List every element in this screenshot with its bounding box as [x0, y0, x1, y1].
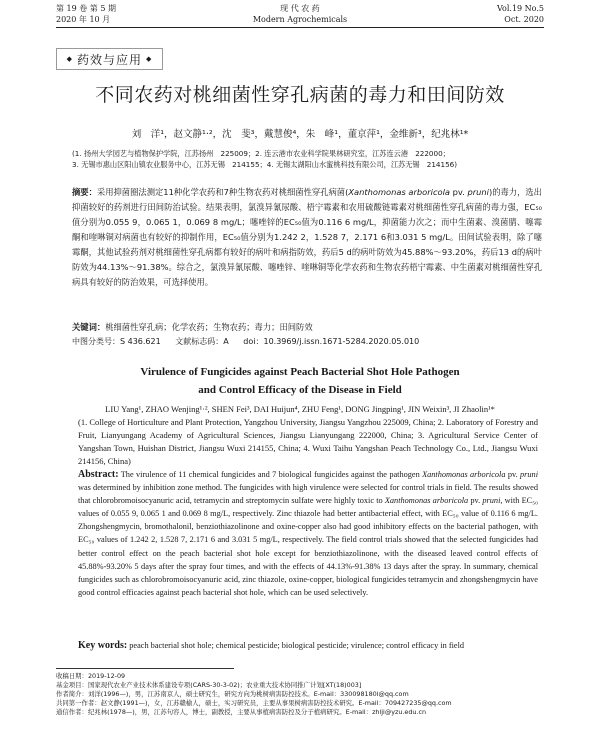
- classification-line: [72, 336, 542, 347]
- keywords-text-en: peach bacterial shot hole; chemical pesticide; biological pesticide; virulence; control efficacy in field: [127, 641, 465, 650]
- pathogen-name: Xanthomonas arboricola: [422, 470, 506, 479]
- affiliation-line: (1. 扬州大学园艺与植物保护学院，江苏扬州 225009；2. 连云港市农业科学院果林研究室，江苏连云港 222000；: [72, 149, 450, 158]
- title-cn: 不同农药对桃细菌性穿孔病菌的毒力和田间防效: [95, 84, 505, 106]
- date-cn: 2020 年 10 月: [56, 15, 111, 24]
- keywords-text-cn: 桃细菌性穿孔病；化学农药；生物农药；毒力；田间防效: [105, 322, 313, 332]
- date-en: Oct. 2020: [504, 15, 544, 24]
- journal-name-cn: 现 代 农 药: [280, 4, 320, 13]
- abstract-text: pv.: [505, 470, 521, 479]
- affiliation-line: 3. 无锡市惠山区阳山镇农业服务中心，江苏无锡 214155；4. 无锡太湖阳山水蜜桃科技有限公司，江苏无锡 214156): [72, 160, 458, 169]
- abstract-text: , with EC₅₀ values of 0.055 9, 0.065 1 and 0.069 8 mg/L, respectively. Zinc thiazole had better antibacterial effect, with EC₅₀ value of 0.116 6 mg/L. Zhongshengmycin, bromothalonil, benziothiazolinone and oxine-copper also had good inhibitory effects on the bacterial pathogen, with EC₅₀ values of 1.242 2, 1.528 7, 2.171 6 and 3.031 5 mg/L, respectively. The field control trials showed that the selected fungicides had better control effect on the peach bacterial shot hole except for benziothiazolinone, with the diseased leaved control effects of 45.88%-93.20% 5 days after the spray four times, and with the effects of 44.13%-91.38% 13 days after the spray. In summary, chemical fungicides such as chlorobromoisocyanuric acid, zinc thiazole, oxine-copper, biological fungicides tetramycin and zhongshengmycin have good control efficacies against peach bacterial shot hole, which can be used selectively.: [78, 496, 538, 597]
- section-label: 药效与应用: [76, 52, 142, 67]
- abstract-text: was determined by inhibition zone method. The fungicides with high virulence were selected for control trials in field. The results showed that chlorobromoisocyanuric acid, tetramycin and streptomycin sulfate were highly toxic to: [78, 483, 538, 506]
- diamond-icon: ◆: [66, 55, 73, 63]
- affiliations-cn: [72, 148, 542, 170]
- abstract-text: pv.: [468, 496, 483, 506]
- abstract-cn: [72, 185, 542, 290]
- pathovar: pruni: [520, 470, 538, 479]
- title-en-line-1: Virulence of Fungicides against Peach Bacterial Shot Hole Pathogen: [140, 366, 460, 378]
- keywords-label-cn: 关键词：: [72, 322, 106, 332]
- keywords-cn: [72, 321, 542, 333]
- footnote-rule: [56, 668, 234, 669]
- keywords-en: [78, 640, 538, 651]
- fund-note: 基金项目：国家现代农业产业技术体系建设专项(CARS-30-3-02)；农业重大技术协同推广计划[XT(18)003]: [56, 681, 362, 689]
- header-rule: [56, 27, 544, 28]
- pathovar: pruni: [467, 187, 489, 197]
- abstract-label-en: Abstract:: [78, 469, 119, 480]
- diamond-icon: ◆: [146, 55, 153, 63]
- co-first-author-note: 共同第一作者：赵文静(1991—)，女，江苏赣榆人，硕士，实习研究员，主要从事果树病害防控技术研究。E-mail：709427235@qq.com: [56, 699, 452, 707]
- authors-cn: 刘 洋¹，赵文静¹·²，沈 斐³，戴慧俊⁴，朱 峰¹，董京萍¹，金维新³，纪兆林¹*: [131, 129, 469, 140]
- keywords-label-en: Key words:: [78, 640, 128, 651]
- document-code: 文献标志码：A: [175, 337, 229, 346]
- abstract-text: pv.: [450, 187, 468, 197]
- abstract-text: 采用抑菌圈法测定11种化学农药和7种生物农药对桃细菌性穿孔病菌(: [96, 187, 349, 197]
- pathogen-name: Xanthomonas arboricola: [348, 187, 450, 197]
- abstract-en: [78, 468, 538, 599]
- abstract-label-cn: 摘要：: [72, 187, 97, 197]
- footnotes: [56, 672, 556, 717]
- abstract-text: The virulence of 11 chemical fungicides and 7 biological fungicides against the pathogen: [118, 470, 423, 479]
- section-tag: [56, 48, 163, 70]
- received-date: 收稿日期：2019-12-09: [56, 672, 126, 680]
- author-note: 作者简介：刘洋(1996—)，男，江苏南京人，硕士研究生，研究方向为桃树病害防控技术。E-mail：330098180l@qq.com: [56, 690, 409, 698]
- volume-en: Vol.19 No.5: [497, 4, 544, 13]
- journal-name-en: Modern Agrochemicals: [252, 15, 348, 24]
- abstract-text: )的毒力，选出抑菌较好的药剂进行田间防治试验。结果表明，氯溴异氰尿酸、梧宁霉素和农用硫酸链霉素对桃细菌性穿孔病菌的毒力强，EC₅₀值分别为0.055 9，0.065 1，0.069 8 mg/L；噻唑锌的EC₅₀值为0.116 6 mg/L，抑菌能力次之；而中生菌素、溴菌腈、噻霉酮和喹啉铜对病菌也有较好的抑制作用，EC₅₀值分别为1.242 2，1.528 7，2.171 6和3.031 5 mg/L。田间试验表明，除了噻霉酮，其他试验药剂对桃细菌性穿孔病都有较好的病叶和病指防效，药后5 d的病叶防效为45.88%～93.20%，药后13 d的病叶防效为44.13%～91.38%。综合之，氯溴异氰尿酸、噻唑锌、喹啉铜等化学农药和生物农药梧宁霉素、中生菌素对桃细菌性穿孔病具有较好的防治效果，可选择使用。: [72, 187, 542, 287]
- corresponding-author-note: 通信作者：纪兆林(1978—)，男，江苏句容人，博士，副教授，主要从事植病害防控及分子植病研究。E-mail：zhlji@yzu.edu.cn: [56, 708, 427, 716]
- pathogen-name: Xanthomonas arboricola: [384, 496, 469, 506]
- pathovar: pruni: [482, 496, 501, 506]
- title-en-line-2: and Control Efficacy of the Disease in Field: [198, 384, 402, 396]
- clc-number: 中图分类号：S 436.621: [72, 337, 161, 346]
- volume-cn: 第 19 卷 第 5 期: [56, 4, 116, 13]
- doi: doi：10.3969/j.issn.1671-5284.2020.05.010: [243, 337, 420, 346]
- authors-en: LIU Yang¹, ZHAO Wenjing¹·², SHEN Fei³, DAI Huijun⁴, ZHU Feng¹, DONG Jingping¹, JIN Weixin³, JI Zhaolin¹*: [105, 404, 495, 414]
- affiliations-en: (1. College of Horticulture and Plant Protection, Yangzhou University, Jiangsu Yangzhou 225009, China; 2. Laboratory of Forestry and Fruit, Lianyungang Academy of Agricultural Sciences, Jiangsu Lianyungang 222000, China; 3. Agricultural Service Center of Yangshan Town, Huishan District, Jiangsu Wuxi 214155, China; 4. Wuxi Taihu Yangshan Peach Technology Co., Ltd., Jiangsu Wuxi 214156, China): [78, 417, 538, 466]
